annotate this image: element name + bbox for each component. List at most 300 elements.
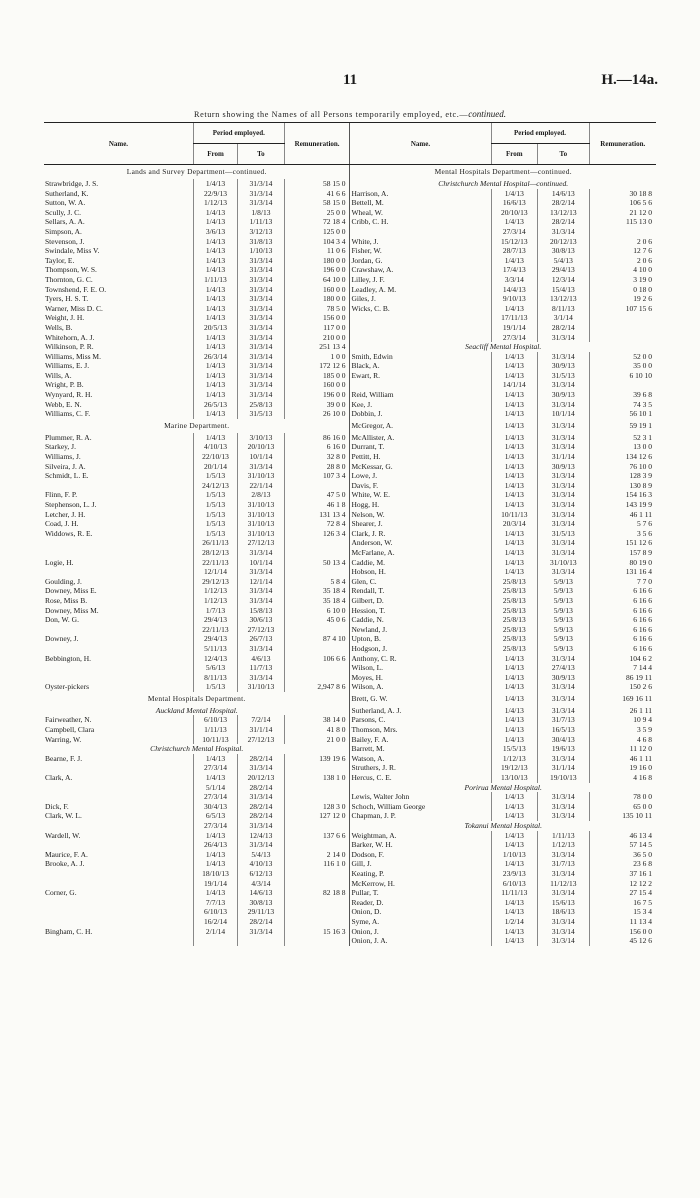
date-to: 31/3/14 — [538, 433, 589, 443]
hospital-heading: Seacliff Mental Hospital. — [350, 342, 656, 352]
date-to: 5/9/13 — [538, 596, 589, 606]
date-from: 14/4/13 — [491, 285, 538, 295]
date-to: 31/3/14 — [538, 519, 589, 529]
date-to: 31/3/14 — [538, 442, 589, 452]
date-from: 6/5/13 — [193, 811, 237, 821]
table-row — [44, 490, 656, 500]
date-to: 31/3/14 — [238, 548, 285, 558]
employee-name: Leadley, A. M. — [350, 285, 491, 295]
employee-name: Silveira, J. A. — [45, 461, 86, 471]
table-row — [44, 859, 656, 869]
table-row — [44, 879, 656, 889]
date-from: 1/4/13 — [193, 888, 237, 898]
date-to: 13/12/13 — [538, 208, 589, 218]
table-row — [44, 577, 656, 587]
period-header: Period employed. — [491, 123, 589, 144]
department-heading: Mental Hospitals Department—continued. — [350, 165, 656, 180]
date-to: 3/10/13 — [238, 433, 285, 443]
employee-name: Townshend, F. E. O. — [45, 284, 107, 294]
date-from: 1/4/13 — [491, 558, 538, 568]
employee-name: Sutherland, A. J. — [350, 706, 491, 716]
employee-name — [44, 644, 193, 654]
date-to: 31/3/14 — [538, 682, 589, 692]
remuneration-amount: 72 8 4 — [284, 519, 350, 529]
date-from: 22/10/13 — [193, 452, 237, 462]
table-row — [44, 811, 656, 821]
employee-name: Glen, C. — [350, 577, 491, 587]
employee-name: Fairweather, N. — [45, 715, 92, 725]
date-from: 1/4/13 — [193, 361, 237, 371]
employee-name: Stevenson, J. — [45, 236, 85, 246]
remuneration-amount: 4 10 0 — [589, 265, 656, 275]
employee-name: Hobson, H. — [350, 567, 491, 577]
date-to: 15/6/13 — [538, 898, 589, 908]
table-row — [44, 371, 656, 381]
date-from: 1/4/13 — [491, 927, 538, 937]
remuneration-amount: 15 16 3 — [284, 927, 350, 937]
employee-name: Struthers, J. R. — [350, 763, 491, 773]
date-to: 3/1/14 — [538, 313, 589, 323]
remuneration-amount — [284, 763, 350, 773]
remuneration-amount: 19 16 0 — [589, 763, 656, 773]
employee-name: Black, A. — [350, 361, 491, 371]
remuneration-amount: 80 19 0 — [589, 558, 656, 568]
date-from: 1/4/13 — [193, 754, 237, 764]
employee-name: Giles, J. — [350, 294, 491, 304]
remuneration-amount: 78 5 0 — [284, 304, 350, 314]
employee-name: Schmidt, L. E. — [45, 471, 89, 481]
date-from: 1/4/13 — [491, 409, 538, 419]
date-from: 1/4/13 — [193, 433, 237, 443]
remuneration-amount: 137 6 6 — [284, 831, 350, 841]
date-to: 10/1/14 — [238, 558, 285, 568]
to-header: To — [538, 144, 589, 165]
employee-name: Rose, Miss B. — [45, 595, 88, 605]
date-to: 31/5/13 — [538, 371, 589, 381]
date-to: 28/2/14 — [538, 198, 589, 208]
employee-name: Bingham, C. H. — [45, 926, 93, 936]
remuneration-amount: 143 19 9 — [589, 500, 656, 510]
date-to: 5/9/13 — [538, 634, 589, 644]
date-to: 31/3/14 — [238, 304, 285, 314]
employee-name: McGregor, A. — [350, 419, 491, 433]
employee-name: Thornton, G. C. — [45, 274, 93, 284]
remuneration-amount: 52 0 0 — [589, 352, 656, 362]
remuneration-amount: 12 7 6 — [589, 246, 656, 256]
date-to: 12/3/14 — [538, 275, 589, 285]
remuneration-amount: 160 0 0 — [284, 380, 350, 390]
from-header: From — [193, 144, 237, 165]
date-from: 16/2/14 — [193, 917, 237, 927]
remuneration-amount: 1 0 0 — [284, 352, 350, 362]
employee-name: Parsons, C. — [350, 715, 491, 725]
date-to: 31/3/14 — [238, 313, 285, 323]
remuneration-amount: 131 13 4 — [284, 510, 350, 520]
date-from: 5/11/13 — [193, 644, 237, 654]
table-body — [44, 165, 656, 946]
date-to: 31/3/14 — [538, 869, 589, 879]
employee-name: McKessar, G. — [350, 462, 491, 472]
table-row — [44, 927, 656, 937]
employee-name: Upton, B. — [350, 634, 491, 644]
remuneration-amount: 104 3 4 — [284, 237, 350, 247]
date-from: 15/12/13 — [491, 237, 538, 247]
date-to: 31/3/14 — [238, 586, 285, 596]
date-to: 12/1/14 — [238, 577, 285, 587]
date-to: 31/3/14 — [538, 927, 589, 937]
date-to: 1/11/13 — [538, 831, 589, 841]
employee-name: Oyster-pickers — [45, 682, 90, 692]
remuneration-amount: 172 12 6 — [284, 361, 350, 371]
employee-name: Williams, J. — [45, 452, 81, 462]
remuneration-amount: 116 1 0 — [284, 859, 350, 869]
date-to: 31/10/13 — [238, 500, 285, 510]
date-to: 31/3/14 — [238, 179, 285, 189]
date-from: 1/4/13 — [491, 567, 538, 577]
date-from: 19/12/13 — [491, 763, 538, 773]
date-from: 1/4/13 — [491, 189, 538, 199]
table-row — [44, 342, 656, 352]
remuneration-amount: 86 19 11 — [589, 673, 656, 683]
date-to: 31/3/14 — [538, 500, 589, 510]
table-row — [44, 390, 656, 400]
remuneration-amount: 151 12 6 — [589, 538, 656, 548]
remuneration-amount: 3 5 6 — [589, 529, 656, 539]
table-row — [44, 333, 656, 343]
employee-name — [350, 227, 491, 237]
date-from: 15/5/13 — [491, 744, 538, 754]
employee-name — [350, 313, 491, 323]
remuneration-amount: 30 18 8 — [589, 189, 656, 199]
table-row — [44, 917, 656, 927]
date-from: 1/4/13 — [491, 419, 538, 433]
employee-name: Tyers, H. S. T. — [45, 294, 89, 304]
date-from: 17/11/13 — [491, 313, 538, 323]
employee-name: Wynyard, R. H. — [45, 390, 93, 400]
employee-name — [44, 907, 193, 917]
employee-name: Barker, W. H. — [350, 840, 491, 850]
date-to: 31/3/14 — [538, 538, 589, 548]
date-to: 28/2/14 — [238, 754, 285, 764]
date-from: 1/4/13 — [193, 409, 237, 419]
table-row — [44, 831, 656, 841]
employee-name: Warring, W. — [45, 734, 82, 744]
employee-name: Wheal, W. — [350, 208, 491, 218]
table-row — [44, 400, 656, 410]
employee-name: Taylor, E. — [45, 255, 75, 265]
date-to: 31/7/13 — [538, 715, 589, 725]
date-to: 5/4/13 — [238, 850, 285, 860]
date-from: 1/4/13 — [193, 773, 237, 783]
date-to: 5/9/13 — [538, 586, 589, 596]
employee-name: Nelson, W. — [350, 510, 491, 520]
table-row — [44, 510, 656, 520]
remuneration-amount: 128 3 0 — [284, 802, 350, 812]
remuneration-amount: 196 0 0 — [284, 265, 350, 275]
to-header: To — [238, 144, 285, 165]
date-to: 31/3/14 — [238, 462, 285, 472]
table-row — [44, 313, 656, 323]
table-row — [44, 217, 656, 227]
remuneration-amount: 185 0 0 — [284, 371, 350, 381]
table-row — [44, 596, 656, 606]
remuneration-amount: 126 3 4 — [284, 529, 350, 539]
date-from: 1/5/13 — [193, 471, 237, 481]
remuneration-amount: 5 8 4 — [284, 577, 350, 587]
employee-name — [44, 673, 193, 683]
employee-name: Downey, J. — [45, 634, 79, 644]
date-from: 1/4/13 — [491, 715, 538, 725]
employee-name: Cribb, C. H. — [350, 217, 491, 227]
remuneration-amount: 2,947 8 6 — [284, 682, 350, 692]
employee-name: Thompson, W. S. — [45, 265, 97, 275]
table-row — [44, 625, 656, 635]
table-row — [44, 189, 656, 199]
date-to: 31/3/14 — [238, 644, 285, 654]
employee-name: Anderson, W. — [350, 538, 491, 548]
remuneration-amount: 4 6 8 — [589, 735, 656, 745]
date-to: 31/3/14 — [538, 471, 589, 481]
remuneration-amount: 125 0 0 — [284, 227, 350, 237]
date-to: 1/11/13 — [238, 217, 285, 227]
remuneration-amount: 37 16 1 — [589, 869, 656, 879]
table-row — [44, 519, 656, 529]
table-row — [44, 285, 656, 295]
table-row — [44, 754, 656, 764]
caption-continued: continued. — [468, 109, 506, 119]
date-from: 1/4/13 — [193, 208, 237, 218]
name-header: Name. — [350, 123, 491, 165]
date-from: 25/8/13 — [491, 625, 538, 635]
date-to: 12/4/13 — [238, 831, 285, 841]
date-to: 31/3/14 — [538, 888, 589, 898]
date-from: 12/1/14 — [193, 567, 237, 577]
date-to: 6/12/13 — [238, 869, 285, 879]
remuneration-amount: 11 13 4 — [589, 917, 656, 927]
employee-name: Davis, F. — [350, 481, 491, 491]
remuneration-amount — [284, 644, 350, 654]
employee-name: Plummer, R. A. — [45, 432, 92, 442]
table-row — [44, 725, 656, 735]
remuneration-amount — [589, 380, 656, 390]
date-to: 18/6/13 — [538, 907, 589, 917]
page-number: 11 — [343, 72, 358, 88]
date-to: 30/4/13 — [538, 735, 589, 745]
remuneration-amount — [589, 323, 656, 333]
date-to: 31/3/14 — [238, 567, 285, 577]
date-from: 1/4/13 — [491, 304, 538, 314]
date-to: 20/12/13 — [238, 773, 285, 783]
employee-name: Wells, B. — [45, 322, 73, 332]
date-from: 1/4/13 — [491, 352, 538, 362]
employee-name: Logie, H. — [45, 557, 74, 567]
table-row — [44, 529, 656, 539]
date-from: 1/4/13 — [491, 692, 538, 706]
date-from: 1/4/13 — [491, 802, 538, 812]
remuneration-amount: 7 14 4 — [589, 663, 656, 673]
date-from: 1/4/13 — [491, 256, 538, 266]
table-row — [44, 165, 656, 180]
date-from: 25/8/13 — [491, 596, 538, 606]
remuneration-amount: 36 5 0 — [589, 850, 656, 860]
date-to: 31/3/14 — [238, 294, 285, 304]
date-from: 28/12/13 — [193, 548, 237, 558]
employee-name: Goulding, J. — [45, 576, 82, 586]
date-from: 1/4/13 — [491, 529, 538, 539]
date-to: 4/10/13 — [238, 859, 285, 869]
date-to: 26/7/13 — [238, 634, 285, 644]
remuneration-amount: 32 8 0 — [284, 452, 350, 462]
date-to: 30/6/13 — [238, 615, 285, 625]
date-from: 1/4/13 — [193, 831, 237, 841]
employee-name: Gilbert, D. — [350, 596, 491, 606]
employee-name: Dodson, F. — [350, 850, 491, 860]
table-row — [44, 850, 656, 860]
table-row — [44, 323, 656, 333]
date-to: 30/9/13 — [538, 390, 589, 400]
table-row — [44, 304, 656, 314]
date-to: 31/5/13 — [538, 529, 589, 539]
table-row — [44, 380, 656, 390]
remuneration-amount: 21 0 0 — [284, 735, 350, 745]
date-to: 29/4/13 — [538, 265, 589, 275]
table-row — [44, 208, 656, 218]
remuneration-amount: 5 7 6 — [589, 519, 656, 529]
remuneration-amount: 72 18 4 — [284, 217, 350, 227]
employee-name: Weightman, A. — [350, 831, 491, 841]
remuneration-amount — [284, 673, 350, 683]
date-to: 31/3/14 — [238, 265, 285, 275]
employee-name — [44, 840, 193, 850]
date-from: 10/11/13 — [193, 735, 237, 745]
table-row — [44, 783, 656, 793]
date-to: 1/10/13 — [238, 246, 285, 256]
remuneration-amount: 46 1 8 — [284, 500, 350, 510]
date-from: 27/3/14 — [491, 333, 538, 343]
remuneration-amount: 7 7 0 — [589, 577, 656, 587]
date-to: 7/2/14 — [238, 715, 285, 725]
employee-name: Dobbin, J. — [350, 409, 491, 419]
table-row — [44, 462, 656, 472]
empty-cell — [193, 936, 237, 946]
remuneration-amount: 117 0 0 — [284, 323, 350, 333]
date-from: 25/8/13 — [491, 634, 538, 644]
employee-name — [44, 538, 193, 548]
date-from: 4/10/13 — [193, 442, 237, 452]
date-from: 1/4/13 — [491, 452, 538, 462]
employee-name: Bearne, F. J. — [45, 753, 83, 763]
employee-name — [44, 763, 193, 773]
empty-cell — [284, 936, 350, 946]
remuneration-amount: 127 12 0 — [284, 811, 350, 821]
date-to: 14/6/13 — [538, 189, 589, 199]
date-from: 1/4/13 — [193, 256, 237, 266]
date-to: 5/9/13 — [538, 577, 589, 587]
employee-name — [44, 567, 193, 577]
remuneration-amount: 3 19 0 — [589, 275, 656, 285]
date-from: 1/4/13 — [193, 380, 237, 390]
remuneration-amount: 107 15 6 — [589, 304, 656, 314]
date-to: 30/9/13 — [538, 673, 589, 683]
date-from: 22/11/13 — [193, 625, 237, 635]
employee-name: Lilley, J. F. — [350, 275, 491, 285]
date-from: 1/4/13 — [491, 433, 538, 443]
table-row — [44, 744, 656, 754]
date-to: 31/10/13 — [238, 519, 285, 529]
date-from: 1/4/13 — [491, 792, 538, 802]
employee-name: Sellars, A. A. — [45, 217, 85, 227]
date-to: 19/6/13 — [538, 744, 589, 754]
date-from: 1/11/13 — [193, 275, 237, 285]
date-to: 22/1/14 — [238, 481, 285, 491]
employee-name: Clark, W. L. — [45, 811, 82, 821]
date-from: 5/6/13 — [193, 663, 237, 673]
table-row — [44, 442, 656, 452]
date-from: 1/10/13 — [491, 850, 538, 860]
employee-name: Schoch, William George — [350, 802, 491, 812]
remuneration-amount: 139 19 6 — [284, 754, 350, 764]
date-to: 31/3/14 — [238, 673, 285, 683]
remuneration-amount: 21 12 0 — [589, 208, 656, 218]
employee-name: Onion, D. — [350, 907, 491, 917]
date-from: 1/4/13 — [193, 390, 237, 400]
employee-name: Onion, J. A. — [350, 936, 491, 946]
remuneration-amount: 45 12 6 — [589, 936, 656, 946]
employee-name: Sutherland, K. — [45, 188, 89, 198]
employee-name: Coad, J. H. — [45, 519, 79, 529]
date-from: 1/4/13 — [491, 898, 538, 908]
remuneration-amount: 46 1 11 — [589, 754, 656, 764]
employee-name: Wilkinson, P. R. — [45, 342, 94, 352]
table-caption — [0, 109, 700, 119]
employee-name: Syme, A. — [350, 917, 491, 927]
employee-name: Williams, E. J. — [45, 361, 90, 371]
employee-name: Wills, A. — [45, 370, 72, 380]
date-from: 1/4/13 — [193, 313, 237, 323]
employee-name: Fisher, W. — [350, 246, 491, 256]
date-from: 13/10/13 — [491, 773, 538, 783]
date-from: 1/5/13 — [193, 510, 237, 520]
date-to: 13/12/13 — [538, 294, 589, 304]
date-from: 1/12/13 — [491, 754, 538, 764]
remuneration-amount — [284, 481, 350, 491]
date-from: 20/10/13 — [491, 208, 538, 218]
remuneration-amount: 27 15 4 — [589, 888, 656, 898]
remuneration-amount — [589, 313, 656, 323]
date-from: 1/4/13 — [193, 342, 237, 352]
table-row — [44, 265, 656, 275]
date-to: 31/3/14 — [538, 692, 589, 706]
remuneration-amount: 6 16 6 — [589, 615, 656, 625]
employee-name: Hodgson, J. — [350, 644, 491, 654]
remuneration-amount: 210 0 0 — [284, 333, 350, 343]
employee-name: Wilson, A. — [350, 682, 491, 692]
date-to: 16/5/13 — [538, 725, 589, 735]
employee-name: Lowe, J. — [350, 471, 491, 481]
employee-name: Gill, J. — [350, 859, 491, 869]
table-row — [44, 246, 656, 256]
date-to: 31/3/14 — [538, 850, 589, 860]
table-row — [44, 179, 656, 189]
employee-name: Watson, A. — [350, 754, 491, 764]
employee-name: Pullar, T. — [350, 888, 491, 898]
remuneration-amount — [284, 840, 350, 850]
date-to: 31/5/13 — [238, 409, 285, 419]
table-row — [44, 294, 656, 304]
employee-name: Swindale, Miss V. — [45, 246, 100, 256]
employment-table — [44, 122, 656, 946]
employee-name — [350, 323, 491, 333]
